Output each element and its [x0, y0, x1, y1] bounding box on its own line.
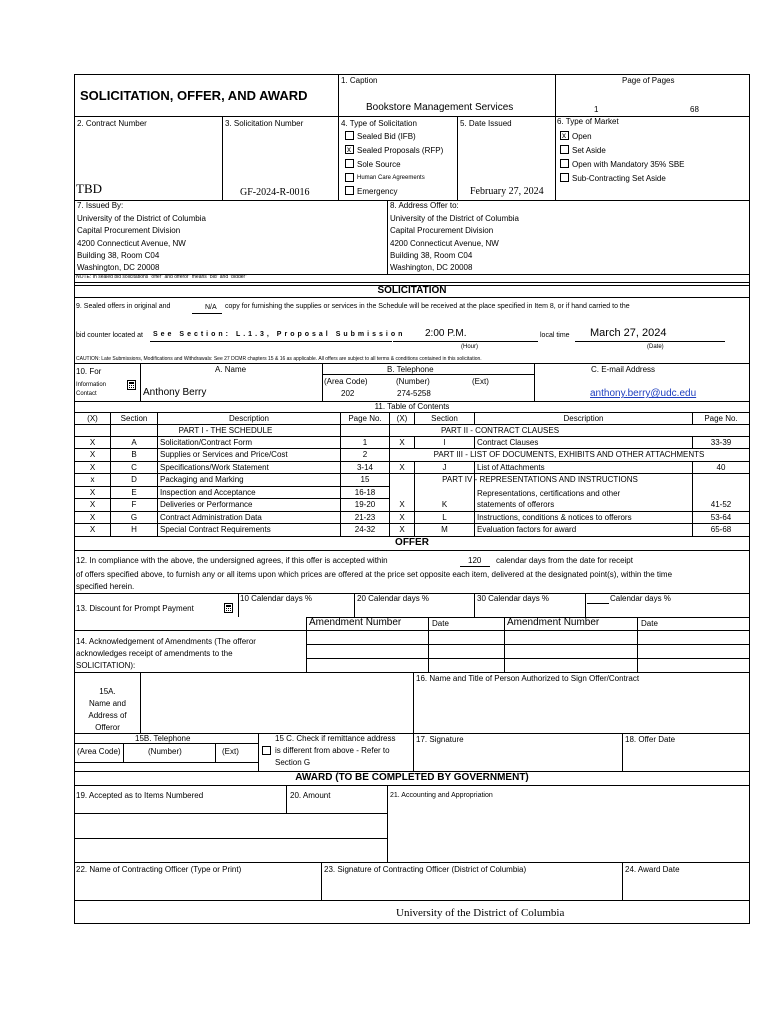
bid-counter-value: See Section: L.1.3, Proposal Submission: [153, 331, 406, 338]
discount-other-days: Calendar days %: [610, 594, 671, 603]
toc-x: X: [399, 500, 405, 509]
footer-university: University of the District of Columbia: [396, 907, 565, 919]
solicitation-type-label: 4. Type of Solicitation: [341, 119, 417, 128]
toc-description: statements of offerors: [477, 500, 555, 509]
contact-name-value: Anthony Berry: [143, 387, 207, 398]
caution-note: CAUTION: Late Submissions, Modifications and Withdrawals: See 27 DCMR chapters 15 & 16 as applicable. All offers are subject to all terms & conditions contained in this solicitation.: [76, 356, 482, 362]
phone-number-value: 274-5258: [397, 389, 431, 398]
area-code-label: (Area Code): [324, 377, 368, 386]
accepted-items-label: 19. Accepted as to Items Numbered: [76, 791, 204, 800]
toc-page: 2: [362, 450, 368, 459]
caption-value: Bookstore Management Services: [366, 102, 514, 113]
offeror-label-4: Offeror: [95, 723, 120, 732]
toc-description: Special Contract Requirements: [160, 525, 271, 534]
toc-section: A: [131, 438, 137, 447]
contact-name-label: A. Name: [215, 365, 247, 374]
award-date-label: 24. Award Date: [625, 865, 680, 874]
item14-label-3: SOLICITATION):: [76, 661, 136, 670]
receipt-time: 2:00 P.M.: [425, 328, 467, 339]
toc-x: X: [399, 463, 405, 472]
toc-page: 16-18: [354, 488, 376, 497]
address-offer-line: Washington, DC 20008: [390, 263, 473, 272]
toc-page: 21-23: [354, 513, 376, 522]
for-info-label-3: Contact: [76, 391, 97, 397]
issued-by-line: Building 38, Room C04: [77, 251, 160, 260]
discount-20-days: 20 Calendar days %: [357, 594, 430, 603]
discount-30-days: 30 Calendar days %: [477, 594, 550, 603]
toc-part-3: PART III - LIST OF DOCUMENTS, EXHIBITS AND OTHER ATTACHMENTS: [433, 450, 705, 459]
sbe-option: Open with Mandatory 35% SBE: [572, 160, 685, 169]
ext-label: (Ext): [222, 747, 239, 756]
date-issued-label: 5. Date Issued: [460, 119, 512, 128]
toc-section: D: [131, 475, 137, 484]
page-current: 1: [594, 105, 599, 114]
amendment-date-header: Date: [432, 619, 449, 628]
toc-description: Solicitation/Contract Form: [160, 438, 253, 447]
toc-section: K: [441, 500, 448, 509]
area-code-label: (Area Code): [77, 747, 121, 756]
toc-description: Contract Administration Data: [160, 513, 262, 522]
toc-header-x: (X): [396, 414, 408, 423]
human-care-option: Human Care Agreements: [357, 175, 425, 181]
market-type-label: 6. Type of Market: [557, 117, 619, 126]
toc-header-section: Section: [120, 414, 148, 423]
item12-text-cont: calendar days from the date for receipt: [496, 556, 633, 565]
open-mark: x: [562, 131, 566, 140]
receipt-date: March 27, 2024: [590, 327, 667, 339]
toc-part-1: PART I - THE SCHEDULE: [178, 426, 273, 435]
signature-label: 17. Signature: [416, 735, 464, 744]
solicitation-number-value: GF-2024-R-0016: [240, 187, 310, 198]
remittance-label-2: is different from above - Refer to: [275, 746, 390, 755]
phone-icon: [224, 603, 233, 613]
toc-header-x: (X): [87, 414, 98, 423]
item9-copies: N/A: [205, 304, 217, 311]
toc-description: Deliveries or Performance: [160, 500, 253, 509]
toc-part-2: PART II - CONTRACT CLAUSES: [440, 426, 560, 435]
toc-page: 65-68: [710, 525, 732, 534]
email-link[interactable]: anthony.berry@udc.edu: [590, 388, 697, 399]
item9-text: 9. Sealed offers in original and: [76, 303, 171, 310]
toc-header-section: Section: [431, 414, 458, 423]
offeror-label-3: Address of: [88, 711, 127, 720]
subcontracting-option: Sub-Contracting Set Aside: [572, 174, 666, 183]
amendment-date-header: Date: [641, 619, 658, 628]
for-info-label: 10. For: [76, 367, 102, 376]
offer-date-label: 18. Offer Date: [625, 735, 676, 744]
accounting-label: 21. Accounting and Appropriation: [390, 792, 493, 799]
contract-number-value: TBD: [76, 181, 102, 196]
toc-title: 11. Table of Contents: [374, 402, 450, 411]
acceptance-days: 120: [468, 556, 482, 565]
date-issued-value: February 27, 2024: [470, 186, 544, 197]
toc-description: Instructions, conditions & notices to offerors: [477, 513, 632, 522]
toc-x: X: [399, 513, 405, 522]
toc-description: List of Attachments: [477, 463, 545, 472]
sole-source-option: Sole Source: [357, 160, 401, 169]
toc-x: X: [399, 438, 405, 447]
offeror-label-1: 15A.: [99, 687, 116, 696]
toc-section: M: [441, 525, 448, 534]
toc-section: L: [442, 513, 447, 522]
contracting-officer-signature-label: 23. Signature of Contracting Officer (District of Columbia): [324, 865, 527, 874]
toc-section: C: [131, 463, 137, 472]
local-time-label: local time: [540, 332, 570, 339]
solicitation-number-label: 3. Solicitation Number: [225, 119, 304, 128]
toc-x: X: [89, 463, 96, 472]
bid-counter-label: bid counter located at: [76, 332, 143, 339]
toc-section: H: [131, 525, 137, 534]
phone-icon: [127, 380, 136, 390]
amendment-number-header: Amendment Number: [309, 617, 402, 628]
toc-x: x: [90, 475, 95, 484]
set-aside-option: Set Aside: [572, 146, 606, 155]
offer-heading: OFFER: [395, 537, 429, 548]
toc-page: 1: [362, 438, 368, 447]
toc-description: Evaluation factors for award: [477, 525, 577, 534]
ext-label: (Ext): [472, 377, 489, 386]
open-option: Open: [572, 132, 592, 141]
toc-description: Supplies or Services and Price/Cost: [160, 450, 288, 459]
authorized-signer-label: 16. Name and Title of Person Authorized to Sign Offer/Contract: [416, 674, 640, 683]
address-offer-line: Building 38, Room C04: [390, 251, 473, 260]
toc-x: X: [89, 438, 96, 447]
hour-label: (Hour): [461, 344, 479, 350]
toc-description: Packaging and Marking: [160, 475, 244, 484]
number-label: (Number): [396, 377, 430, 386]
sealed-proposals-option: Sealed Proposals (RFP): [357, 146, 444, 155]
issued-by-line: 4200 Connecticut Avenue, NW: [77, 239, 186, 248]
amount-label: 20. Amount: [290, 791, 331, 800]
issued-by-line: University of the District of Columbia: [77, 214, 206, 223]
offeror-label-2: Name and: [89, 699, 126, 708]
solicitation-heading: SOLICITATION: [377, 285, 447, 296]
address-offer-line: 4200 Connecticut Avenue, NW: [390, 239, 499, 248]
discount-10-days: 10 Calendar days %: [240, 594, 313, 603]
toc-header-description: Description: [563, 414, 604, 423]
toc-header-page: Page No.: [348, 414, 382, 423]
toc-section: B: [131, 450, 137, 459]
contracting-officer-name-label: 22. Name of Contracting Officer (Type or Print): [76, 865, 242, 874]
caption-label: 1. Caption: [341, 76, 378, 85]
item14-label: 14. Acknowledgement of Amendments (The offeror: [76, 637, 256, 646]
page-total: 68: [690, 105, 699, 114]
discount-label: 13. Discount for Prompt Payment: [76, 604, 194, 613]
toc-section: F: [131, 500, 137, 509]
toc-header-page: Page No.: [704, 414, 738, 423]
sealed-bid-option: Sealed Bid (IFB): [357, 132, 416, 141]
item14-label-2: acknowledges receipt of amendments to the: [76, 649, 233, 658]
issued-by-line: Washington, DC 20008: [77, 263, 160, 272]
toc-page: 41-52: [710, 500, 732, 509]
toc-x: X: [89, 450, 96, 459]
toc-description: Representations, certifications and other: [477, 489, 621, 498]
form-title: SOLICITATION, OFFER, AND AWARD: [80, 88, 308, 103]
for-info-label-2: Information: [76, 382, 107, 388]
page-of-pages-label: Page of Pages: [622, 76, 675, 85]
toc-x: X: [89, 525, 96, 534]
toc-page: 15: [360, 475, 370, 484]
toc-section: I: [443, 438, 446, 447]
toc-page: 24-32: [354, 525, 376, 534]
toc-description: Inspection and Acceptance: [160, 488, 256, 497]
date-label: (Date): [647, 344, 664, 350]
area-code-value: 202: [341, 389, 355, 398]
toc-x: X: [399, 525, 405, 534]
toc-section: E: [131, 488, 137, 497]
sealed-proposals-mark: x: [347, 145, 351, 154]
award-heading: AWARD (TO BE COMPLETED BY GOVERNMENT): [295, 772, 529, 783]
toc-page: 3-14: [356, 463, 373, 472]
toc-section: J: [442, 463, 447, 472]
remittance-label-1: 15 C. Check if remittance address: [275, 734, 396, 743]
address-offer-label: 8. Address Offer to:: [390, 201, 459, 210]
email-label: C. E-mail Address: [591, 365, 656, 374]
item12-text-line2: of offers specified above, to furnish any or all items upon which prices are offered at the price set opposite each item, delivered at the designated point(s), within the time: [76, 570, 673, 579]
item9-text-cont: copy for furnishing the supplies or services in the Schedule will be received at the place specified in Item 8, or if hand carried to the: [225, 303, 630, 310]
toc-page: 19-20: [354, 500, 376, 509]
issued-by-line: Capital Procurement Division: [77, 226, 181, 235]
issued-by-label: 7. Issued By:: [77, 201, 124, 210]
toc-page: 33-39: [710, 438, 732, 447]
number-label: (Number): [148, 747, 182, 756]
telephone-label: B. Telephone: [387, 365, 434, 374]
toc-page: 53-64: [710, 513, 732, 522]
toc-x: X: [89, 500, 96, 509]
contract-number-label: 2. Contract Number: [77, 119, 147, 128]
address-offer-line: Capital Procurement Division: [390, 226, 494, 235]
address-offer-line: University of the District of Columbia: [390, 214, 519, 223]
remittance-label-3: Section G: [275, 758, 311, 767]
toc-x: X: [89, 488, 96, 497]
amendment-number-header: Amendment Number: [507, 617, 600, 628]
emergency-option: Emergency: [357, 187, 398, 196]
toc-page: 40: [716, 463, 726, 472]
toc-description: Contract Clauses: [477, 438, 539, 447]
toc-header-description: Description: [228, 414, 269, 423]
sealed-bid-note: NOTE: In sealed bid solicitations "offer" and offeror" means "bid" and "bidder": [76, 274, 247, 280]
item12-text: 12. In compliance with the above, the undersigned agrees, if this offer is accepted within: [76, 556, 388, 565]
toc-description: Specifications/Work Statement: [160, 463, 269, 472]
toc-x: X: [89, 513, 96, 522]
toc-part-4: PART IV - REPRESENTATIONS AND INSTRUCTIONS: [442, 475, 638, 484]
telephone-label: 15B. Telephone: [135, 734, 191, 743]
toc-section: G: [130, 513, 138, 522]
item12-text-line3: specified herein.: [76, 582, 135, 591]
